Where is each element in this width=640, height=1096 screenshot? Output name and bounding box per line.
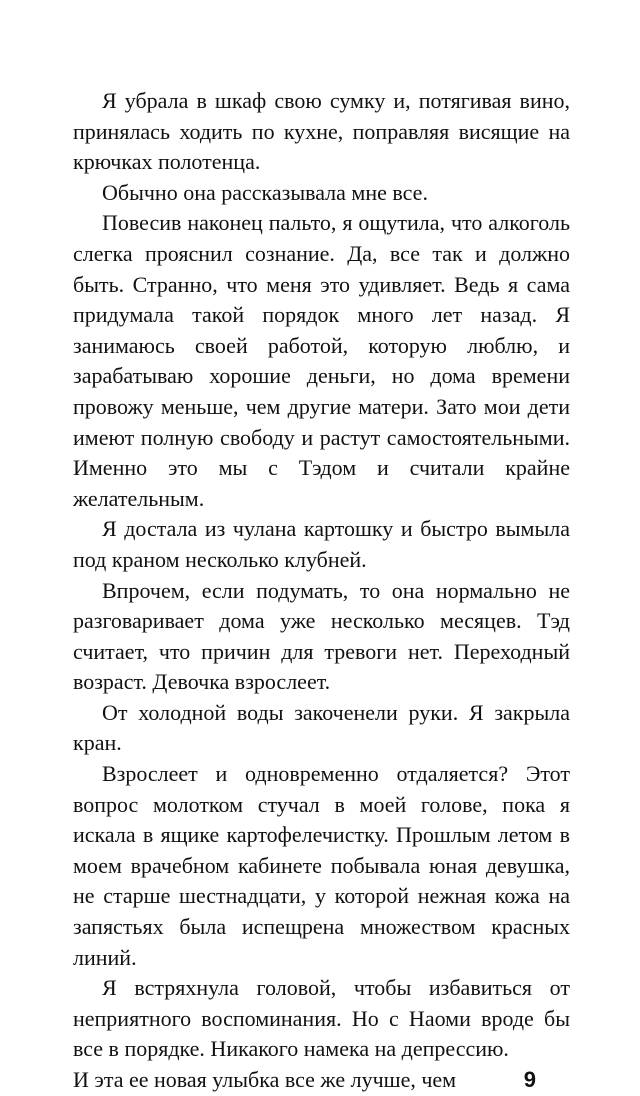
paragraph: От холодной воды закоченели руки. Я закрыла кран. <box>73 699 570 756</box>
last-line-row <box>73 1065 570 1096</box>
paragraph: Я убрала в шкаф свою сумку и, потягивая вино, принялась ходить по кухне, поправляя висящие на крючках полотенца. <box>73 88 570 175</box>
paragraph: Впрочем, если подумать, то она нормально не разговаривает дома уже несколько месяцев. Тэд считает, что причин для тревоги нет. Переходный возраст. Девочка взрослеет. <box>73 577 570 695</box>
continued-line: И эта ее новая улыбка все же лучше, чем <box>73 1067 457 1092</box>
body-text <box>73 86 570 1096</box>
paragraph: Взрослеет и одновременно отдаляется? Этот вопрос молотком стучал в моей голове, пока я искала в ящике картофелечистку. Прошлым летом в моем врачебном кабинете побывала юная девушка, не старше шестнадцати, у которой нежная кожа на запястьях была испещрена множеством красных линий. <box>73 761 570 970</box>
paragraph: Я встряхнула головой, чтобы избавиться от неприятного воспоминания. Но с Наоми вроде бы все в порядке. Никакого намека на депрессию. <box>73 975 570 1062</box>
paragraph: Я достала из чулана картошку и быстро вымыла под краном несколько клубней. <box>73 516 570 572</box>
page-number: 9 <box>523 1067 536 1092</box>
paragraph: Повесив наконец пальто, я ощутила, что алкоголь слегка прояснил сознание. Да, все так и должно быть. Странно, что меня это удивляет. Ведь я сама придумала такой порядок много лет назад. Я занимаюсь своей работой, которую люблю, и зарабатываю хорошие деньги, но дома времени провожу меньше, чем другие матери. Зато мои дети имеют полную свободу и растут самостоятельными. Именно это мы с Тэдом и считали крайне желательным. <box>73 210 570 511</box>
paragraph: Обычно она рассказывала мне все. <box>102 179 428 205</box>
